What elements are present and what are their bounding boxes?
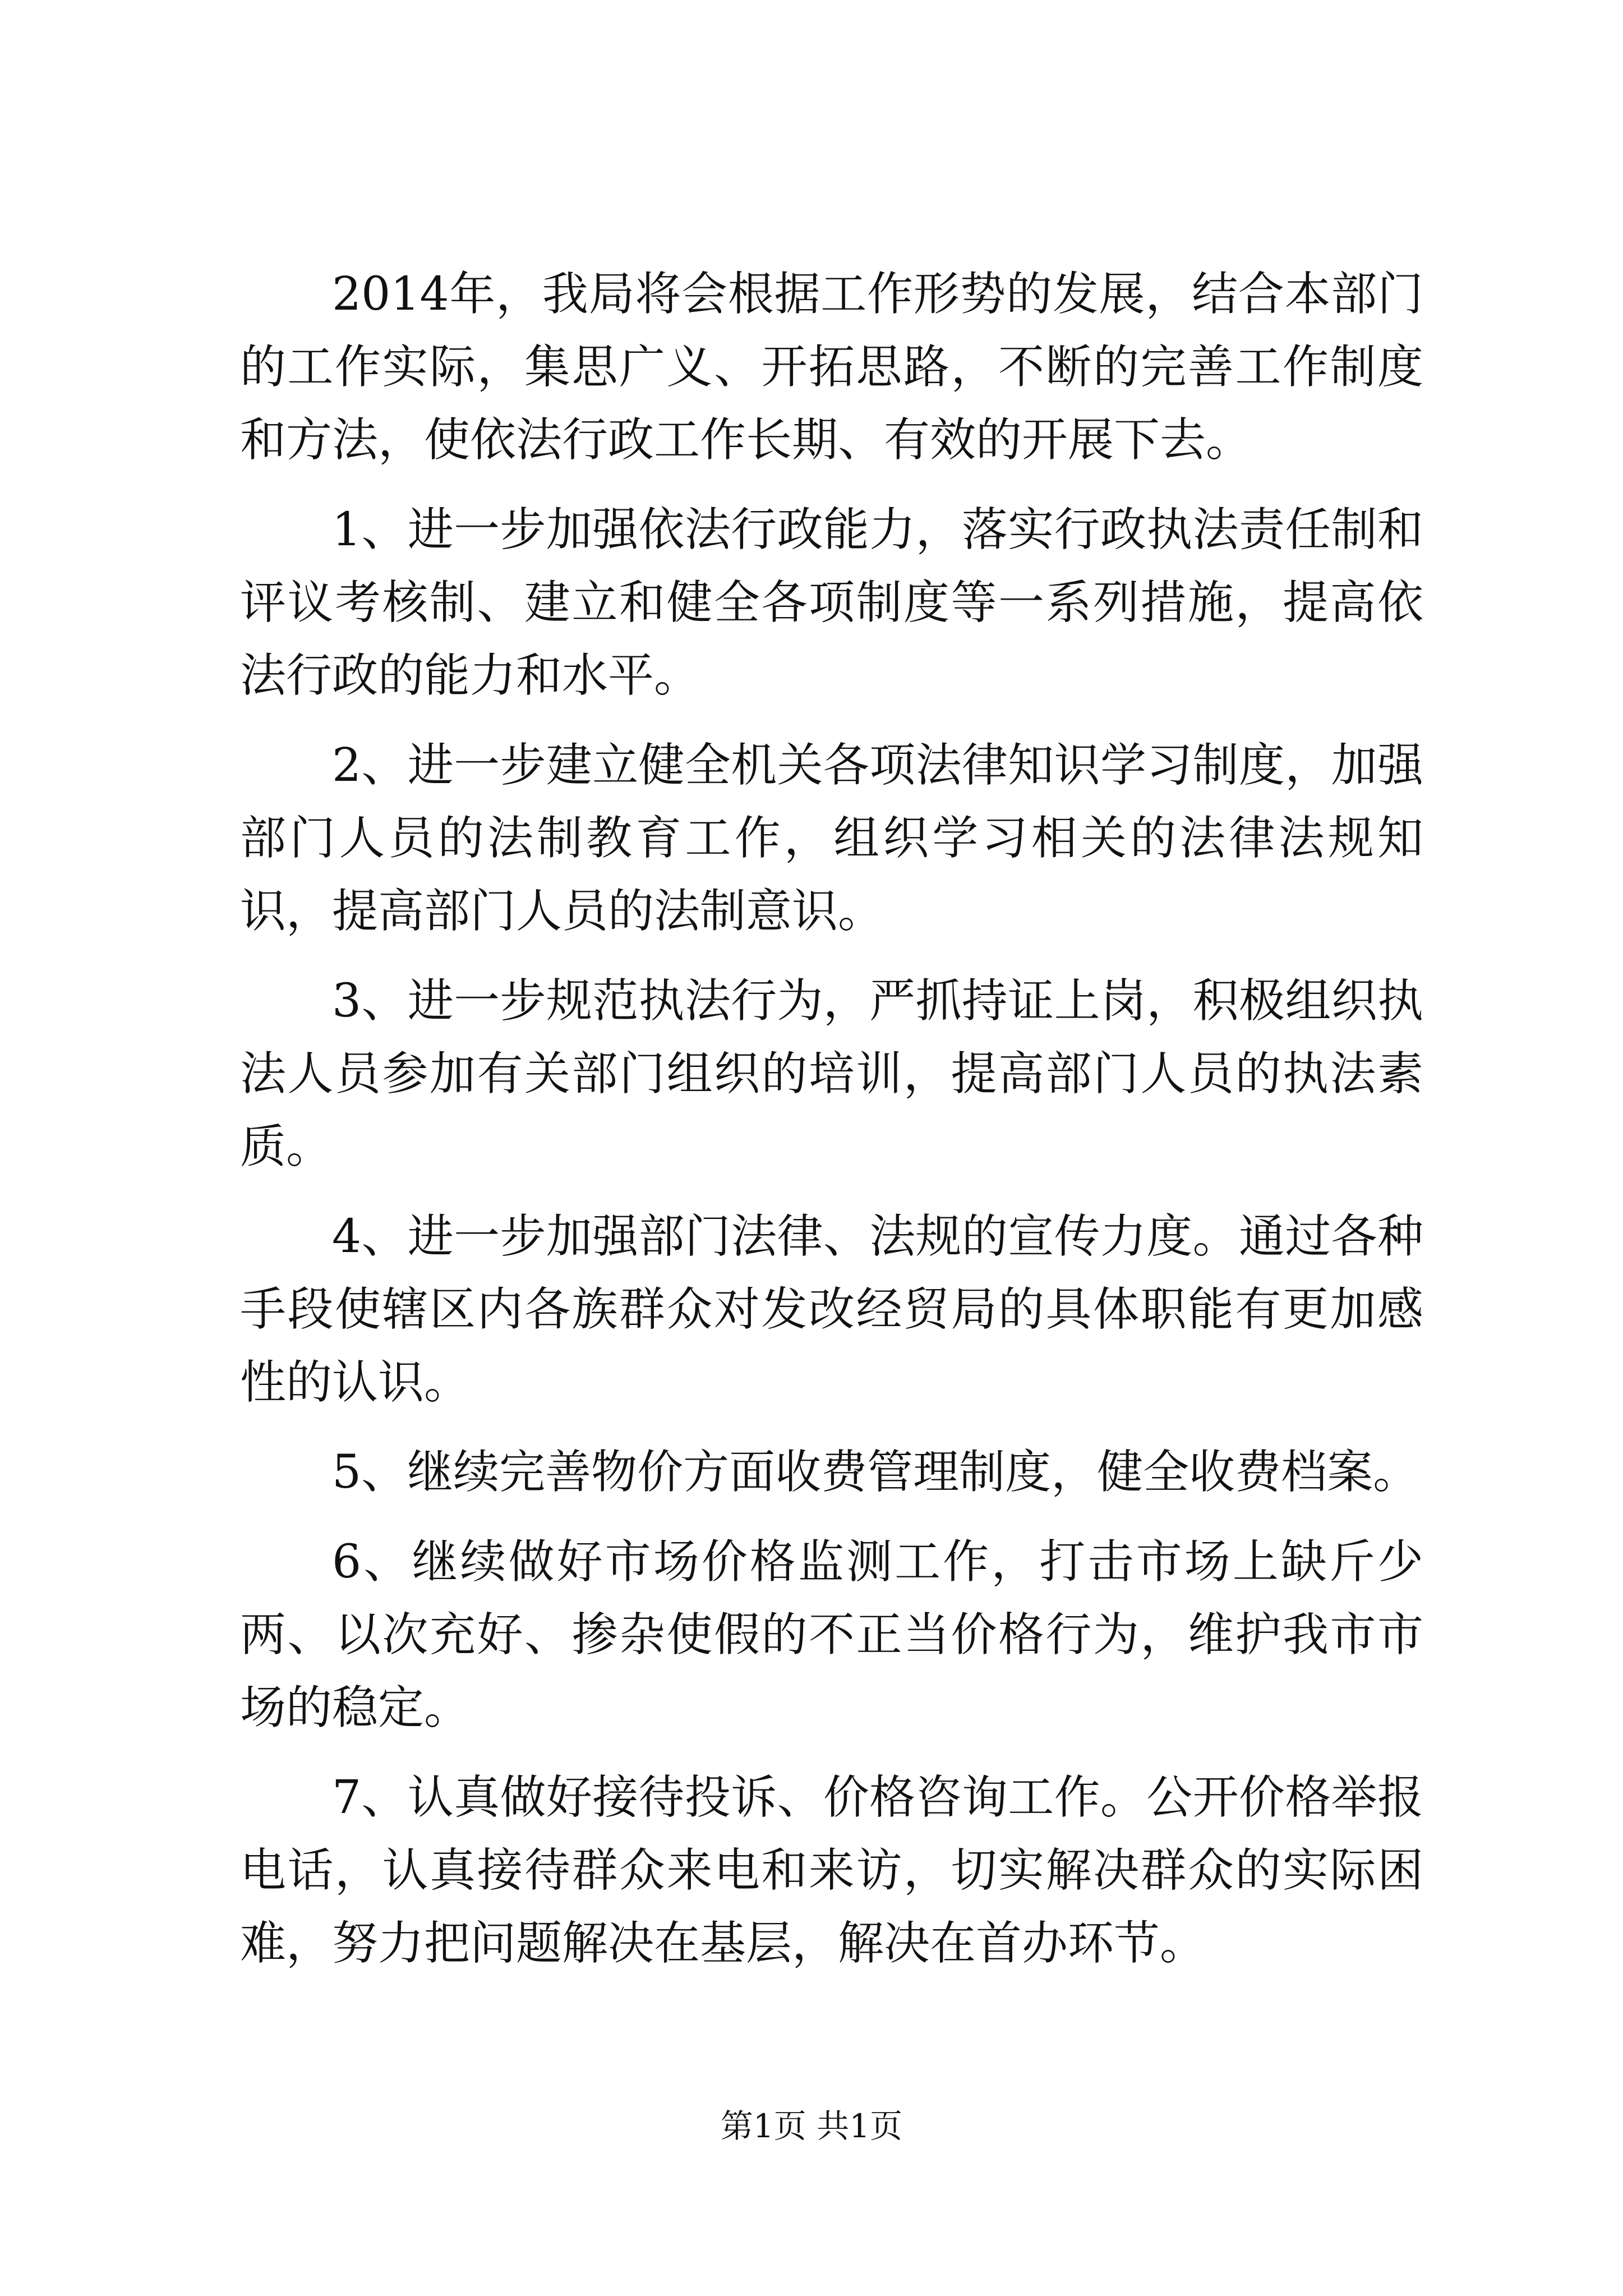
- paragraph-item-2: 2、进一步建立健全机关各项法律知识学习制度，加强部门人员的法制教育工作，组织学习相关的法律法规知识，提高部门人员的法制意识。: [240, 739, 1423, 938]
- paragraph-item-1: 1、进一步加强依法行政能力，落实行政执法责任制和评议考核制、建立和健全各项制度等一系列措施，提高依法行政的能力和水平。: [240, 503, 1423, 702]
- paragraph-item-5: 5、继续完善物价方面收费管理制度，健全收费档案。: [332, 1446, 1419, 1499]
- paragraph-item-6: 6、继续做好市场价格监测工作，打击市场上缺斤少两、以次充好、掺杂使假的不正当价格行为，维护我市市场的稳定。: [240, 1535, 1423, 1734]
- paragraph-intro: 2014年，我局将会根据工作形势的发展，结合本部门的工作实际，集思广义、开拓思路，不断的完善工作制度和方法，使依法行政工作长期、有效的开展下去。: [240, 268, 1423, 467]
- paragraph-item-3: 3、进一步规范执法行为，严抓持证上岗，积极组织执法人员参加有关部门组织的培训，提高部门人员的执法素质。: [240, 974, 1423, 1174]
- document-body: [240, 258, 1423, 1997]
- paragraph-item-4: 4、进一步加强部门法律、法规的宣传力度。通过各种手段使辖区内各族群众对发改经贸局的具体职能有更加感性的认识。: [240, 1210, 1423, 1409]
- page-number-label: 第1页 共1页: [720, 2107, 903, 2145]
- paragraph-item-7: 7、认真做好接待投诉、价格咨询工作。公开价格举报电话，认真接待群众来电和来访，切实解决群众的实际困难，努力把问题解决在基层，解决在首办环节。: [240, 1771, 1423, 1970]
- page-footer: [0, 2106, 1623, 2146]
